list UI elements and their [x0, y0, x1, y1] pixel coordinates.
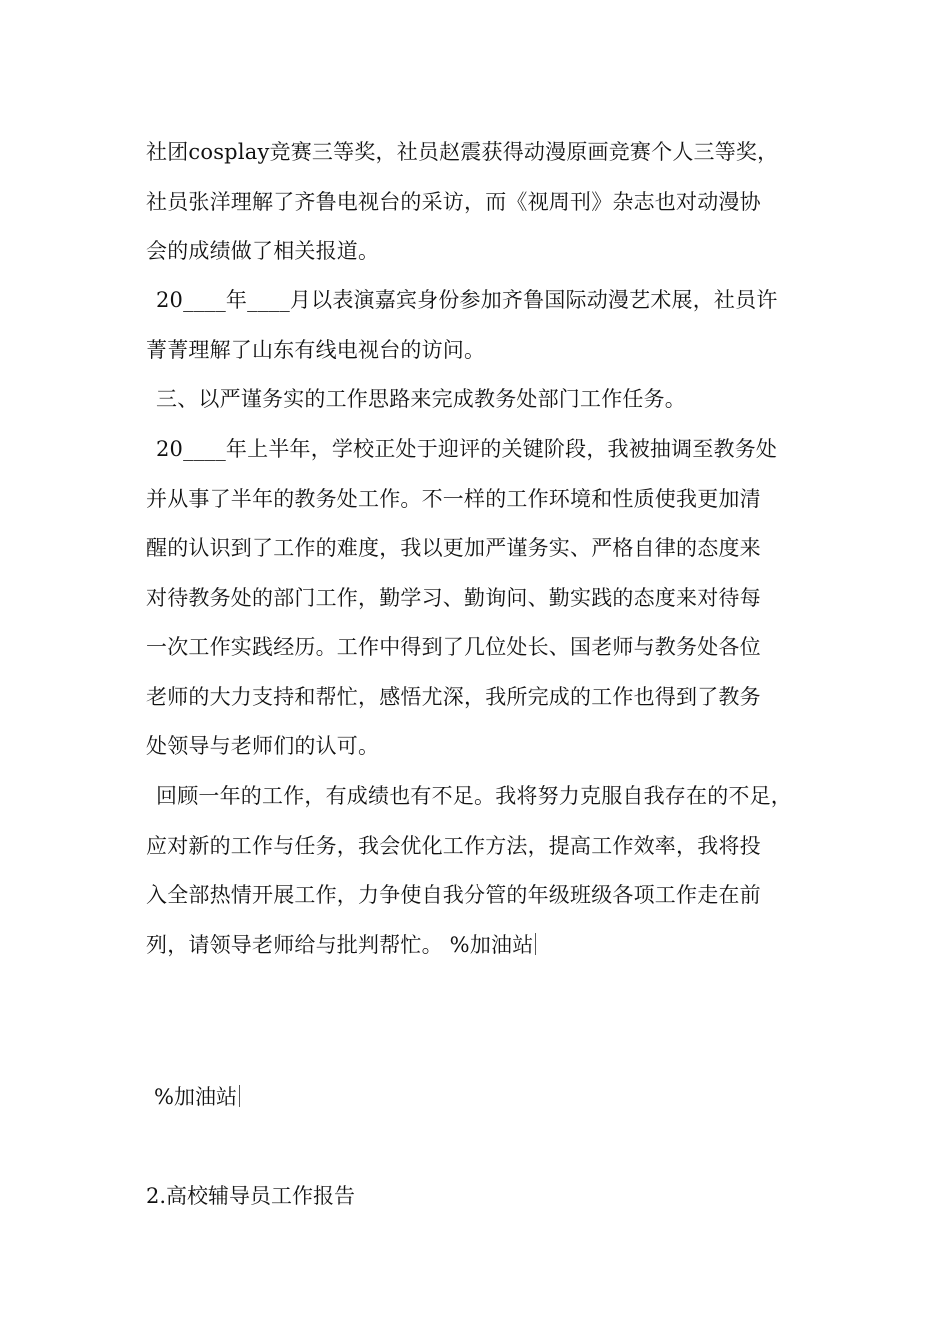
section-heading-three — [146, 375, 836, 425]
text-line — [146, 921, 836, 971]
text-line: 三、以严谨务实的工作思路来完成教务处部门工作任务。 — [156, 387, 686, 411]
text-line: 社团cosplay竞赛三等奖，社员赵震获得动漫原画竞赛个人三等奖， — [146, 140, 779, 164]
section-heading: 2.高校辅导员工作报告 — [146, 1184, 356, 1208]
text-line-content: 列，请领导老师给与批判帮忙。 %加油站 — [146, 932, 534, 957]
paragraph-4 — [146, 425, 836, 772]
paragraph-2 — [146, 276, 836, 375]
paragraph-5 — [146, 772, 836, 970]
text-line: 会的成绩做了相关报道。 — [146, 239, 380, 263]
tag-text: %加油站 — [154, 1085, 237, 1109]
text-line: 并从事了半年的教务处工作。不一样的工作环境和性质使我更加清 — [146, 486, 761, 511]
standalone-tag — [154, 1082, 240, 1112]
text-cursor-icon — [535, 933, 536, 955]
text-line: 一次工作实践经历。工作中得到了几位处长、国老师与教务处各位 — [146, 635, 761, 659]
paragraph-1 — [146, 128, 836, 277]
text-line: 处领导与老师们的认可。 — [146, 734, 380, 758]
text-line: 老师的大力支持和帮忙，感悟尤深，我所完成的工作也得到了教务 — [146, 684, 761, 709]
text-line: 醒的认识到了工作的难度，我以更加严谨务实、严格自律的态度来 — [146, 536, 761, 560]
text-line: 回顾一年的工作，有成绩也有不足。我将努力克服自我存在的不足， — [156, 784, 792, 808]
text-line: 20____年____月以表演嘉宾身份参加齐鲁国际动漫艺术展，社员许 — [156, 288, 778, 312]
text-line: 入全部热情开展工作，力争使自我分管的年级班级各项工作走在前 — [146, 883, 761, 907]
text-line: 对待教务处的部门工作，勤学习、勤询问、勤实践的态度来对待每 — [146, 585, 761, 610]
text-line: 社员张洋理解了齐鲁电视台的采访，而《视周刊》杂志也对动漫协 — [146, 189, 761, 214]
text-line: 应对新的工作与任务，我会优化工作方法，提高工作效率，我将投 — [146, 833, 761, 858]
text-cursor-icon — [239, 1085, 240, 1107]
text-line: 20____年上半年，学校正处于迎评的关键阶段，我被抽调至教务处 — [156, 437, 778, 461]
text-line: 菁菁理解了山东有线电视台的访问。 — [146, 337, 486, 362]
